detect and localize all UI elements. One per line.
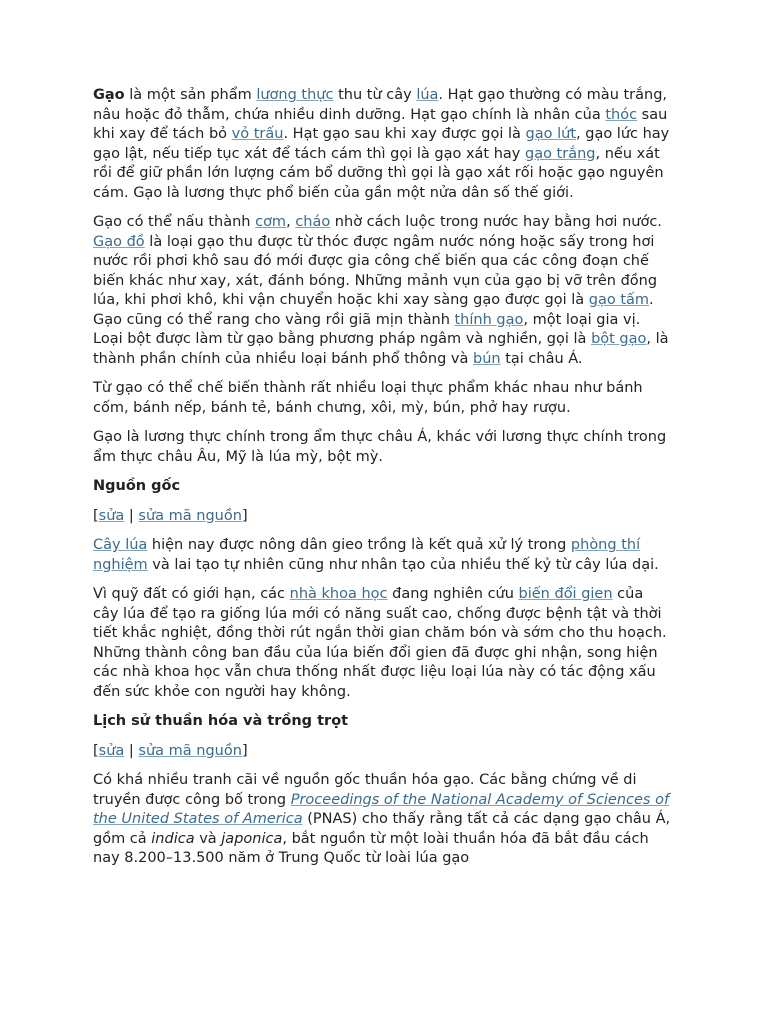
link-com[interactable]: cơm	[255, 214, 287, 230]
link-gao-trang[interactable]: gạo trắng	[524, 145, 596, 162]
foods-paragraph: Từ gạo có thể chế biến thành rất nhiều loại thực phẩm khác nhau như bánh cốm, bánh nếp, bánh tẻ, bánh chưng, xôi, mỳ, bún, phở hay rượu.	[93, 380, 643, 416]
text: của cây lúa để tạo ra giống lúa mới có năng suất cao, chống được bệnh tật và thời tiết khắc nghiệt, đồng thời rút ngắn thời gian chăm bón và sớm cho thu hoạch. Những thành công ban đầu của lúa biến đổi gien đã được ghi nhận, song hiện các nhà khoa học vẫn chưa thống nhất được liệu loại lúa này có tác động xấu đến sức khỏe con người hay không.	[93, 586, 667, 700]
text: , bắt nguồn từ một loài thuần hóa đã bắt đầu cách nay 8.200–13.500 năm ở Trung Quốc từ loài lúa gạo	[93, 830, 649, 866]
text: và lai tạo tự nhiên cũng như nhân tạo của nhiều thế kỷ từ cây lúa dại.	[147, 556, 659, 573]
edit-links-history	[93, 742, 673, 762]
text: . Hạt gạo sau khi xay được gọi là	[283, 126, 526, 142]
origin-paragraph	[93, 536, 673, 575]
text: thu từ cây	[333, 87, 417, 103]
edit-links-origin	[93, 507, 673, 527]
staple-paragraph: Gạo là lương thực chính trong ẩm thực châu Á, khác với lương thực chính trong ẩm thực châu Âu, Mỹ là lúa mỳ, bột mỳ.	[93, 429, 667, 465]
separator: |	[124, 507, 139, 524]
edit-source-link[interactable]: sửa mã nguồn	[138, 742, 242, 759]
link-pnas[interactable]: Proceedings of the National Academy of Sciences of the United States of America	[93, 791, 670, 827]
bracket: [	[93, 742, 99, 759]
edit-link[interactable]: sửa	[98, 507, 125, 524]
text: Gạo có thể nấu thành	[93, 214, 256, 230]
link-bien-doi-gien[interactable]: biến đổi gien	[518, 586, 613, 602]
term-japonica: japonica	[221, 830, 283, 847]
edit-link[interactable]: sửa	[98, 742, 125, 759]
link-nha-khoa-hoc[interactable]: nhà khoa học	[289, 586, 388, 602]
section-heading-history: Lịch sử thuần hóa và trồng trọt	[93, 713, 349, 729]
text: (PNAS) cho thấy rằng tất cả các dạng gạo châu Á, gồm cả	[93, 811, 671, 847]
link-lua[interactable]: lúa	[416, 87, 439, 103]
text: tại châu Á.	[500, 350, 583, 367]
link-phong-thi-nghiem[interactable]: phòng thí nghiệm	[93, 537, 641, 573]
text: ,	[286, 214, 296, 230]
text: nhờ cách luộc trong nước hay bằng hơi nước.	[330, 214, 662, 230]
text: là loại gạo thu được từ thóc được ngâm nước nóng hoặc sấy trong hơi nước rồi phơi khô sau đó mới được gia công chế biến qua các công đoạn chế biến khác như xay, xát, đánh bóng. Những mảnh vụn của gạo bị vỡ trên đồng lúa, khi phơi khô, khi vận chuyển hoặc khi xay sàng gạo được gọi là	[93, 233, 658, 308]
edit-source-link[interactable]: sửa mã nguồn	[138, 507, 242, 524]
separator: |	[124, 742, 139, 759]
link-gao-tam[interactable]: gạo tấm	[588, 292, 650, 308]
text: sau khi xay để tách bỏ	[93, 106, 668, 142]
link-thinh-gao[interactable]: thính gạo	[454, 311, 524, 328]
cooking-paragraph	[93, 213, 673, 369]
text: và	[194, 830, 222, 847]
gmo-paragraph	[93, 585, 673, 702]
link-cay-lua[interactable]: Cây lúa	[93, 537, 148, 553]
text: đang nghiên cứu	[387, 586, 519, 602]
text: Vì quỹ đất có giới hạn, các	[93, 586, 290, 602]
term-indica: indica	[151, 830, 195, 847]
text: , một loại gia vị. Loại bột được làm từ gạo bằng phương pháp ngâm và nghiền, gọi là	[93, 311, 641, 347]
article-body	[93, 86, 673, 879]
link-bot-gao[interactable]: bột gạo	[591, 331, 647, 347]
bracket: ]	[241, 507, 248, 524]
link-gao-do[interactable]: Gạo đồ	[93, 233, 145, 250]
bracket: [	[93, 507, 99, 524]
link-thoc[interactable]: thóc	[605, 106, 638, 123]
section-heading-origin: Nguồn gốc	[93, 478, 181, 494]
intro-paragraph	[93, 86, 673, 203]
text: , gạo lức hay gạo lật, nếu tiếp tục xát để tách cám thì gọi là gạo xát hay	[93, 126, 670, 162]
text: . Gạo cũng có thể rang cho vàng rồi giã mịn thành	[93, 292, 654, 328]
bracket: ]	[241, 742, 248, 759]
link-gao-lut[interactable]: gạo lứt	[525, 126, 577, 142]
text: , là thành phần chính của nhiều loại bánh phổ thông và	[93, 331, 669, 367]
text: , nếu xát rồi để giữ phần lớn lượng cám bổ dưỡng thì gọi là gạo xát rối hoặc gạo nguyên cám. Gạo là lương thực phổ biến của gần một nửa dân số thế giới.	[93, 145, 664, 201]
text: hiện nay được nông dân gieo trồng là kết quả xử lý trong	[147, 537, 571, 553]
text: Có khá nhiều tranh cãi về nguồn gốc thuần hóa gạo. Các bằng chứng về di truyền được công bố trong	[93, 772, 637, 808]
link-bun[interactable]: bún	[473, 350, 501, 367]
link-chao[interactable]: cháo	[295, 214, 331, 230]
text: là một sản phẩm	[124, 87, 257, 103]
link-luong-thuc[interactable]: lương thực	[256, 87, 334, 103]
history-paragraph	[93, 771, 673, 869]
link-vo-trau[interactable]: vỏ trấu	[231, 126, 284, 142]
bold-term: Gạo	[93, 87, 125, 103]
text: . Hạt gạo thường có màu trắng, nâu hoặc đỏ thẫm, chứa nhiều dinh dưỡng. Hạt gạo chính là nhân của	[93, 87, 668, 123]
